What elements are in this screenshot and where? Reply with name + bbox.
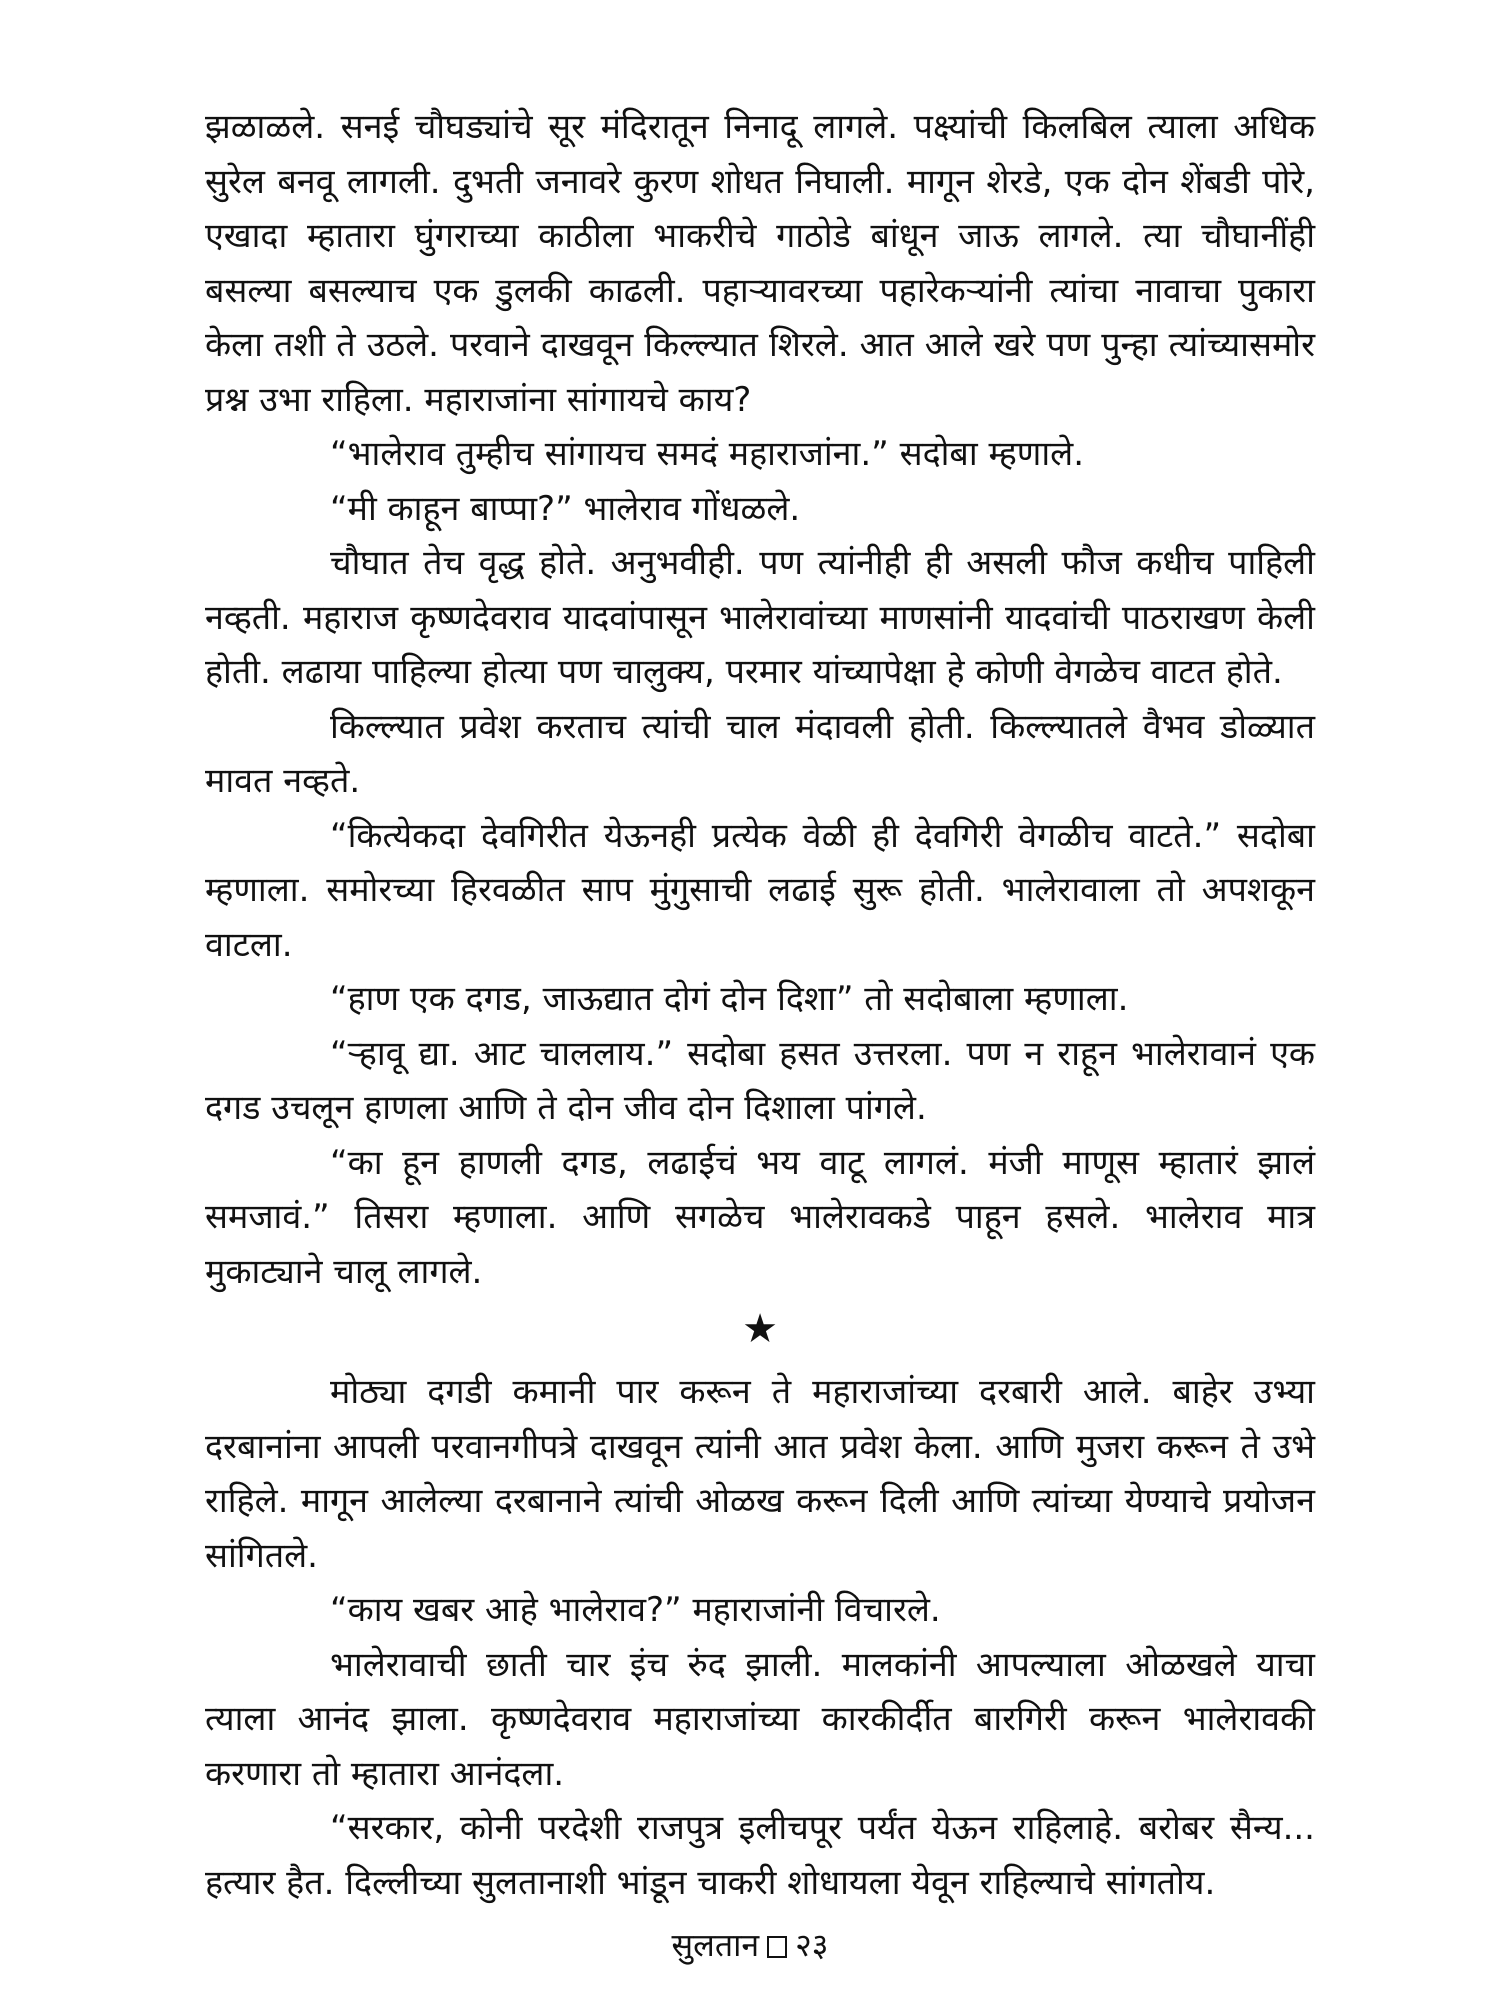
box-icon bbox=[767, 1936, 787, 1958]
paragraph: “भालेराव तुम्हीच सांगायच समदं महाराजांना.” सदोबा म्हणाले. bbox=[330, 434, 1085, 474]
paragraph: भालेरावाची छाती चार इंच रुंद झाली. मालकांनी आपल्याला ओळखले याचा त्याला आनंद झाला. कृष्णदेवराव महाराजांच्या कारकीर्दीत बारगिरी करून भालेरावकी करणारा तो म्हातारा आनंदला. bbox=[205, 1644, 1315, 1794]
paragraph: “कित्येकदा देवगिरीत येऊनही प्रत्येक वेळी ही देवगिरी वेगळीच वाटते.” सदोबा म्हणाला. समोरच्या हिरवळीत साप मुंगुसाची लढाई सुरू होती. भालेरावाला तो अपशकून वाटला. bbox=[205, 815, 1315, 965]
paragraph: “हाण एक दगड, जाऊद्यात दोगं दोन दिशा” तो सदोबाला म्हणाला. bbox=[330, 979, 1129, 1019]
section-separator bbox=[205, 1299, 1315, 1365]
text-section-1 bbox=[205, 100, 1315, 1299]
star-icon: ★ bbox=[742, 1306, 778, 1352]
paragraph: चौघात तेच वृद्ध होते. अनुभवीही. पण त्यांनीही ही असली फौज कधीच पाहिली नव्हती. महाराज कृष्णदेवराव यादवांपासून भालेरावांच्या माणसांनी यादवांची पाठराखण केली होती. लढाया पाहिल्या होत्या पण चालुक्य, परमार यांच्यापेक्षा हे कोणी वेगळेच वाटत होते. bbox=[205, 543, 1315, 692]
paragraph: मोठ्या दगडी कमानी पार करून ते महाराजांच्या दरबारी आले. बाहेर उभ्या दरबानांना आपली परवानगीपत्रे दाखवून त्यांनी आत प्रवेश केला. आणि मुजरा करून ते उभे राहिले. मागून आलेल्या दरबानाने त्यांची ओळख करून दिली आणि त्यांच्या येण्याचे प्रयोजन सांगितले. bbox=[205, 1372, 1315, 1576]
paragraph: “काय खबर आहे भालेराव?” महाराजांनी विचारले. bbox=[330, 1590, 941, 1630]
paragraph: “सरकार, कोनी परदेशी राजपुत्र इलीचपूर पर्यंत येऊन राहिलाहे. बरोबर सैन्य... हत्यार हैत. दिल्लीच्या सुलतानाशी भांडून चाकरी शोधायला येवून राहिल्याचे सांगतोय. bbox=[205, 1808, 1315, 1903]
paragraph: “ऱ्हावू द्या. आट चाललाय.” सदोबा हसत उत्तरला. पण न राहून भालेरावानं एक दगड उचलून हाणला आणि ते दोन जीव दोन दिशाला पांगले. bbox=[205, 1033, 1315, 1128]
page-body bbox=[205, 100, 1315, 1910]
paragraph: “मी काहून बाप्पा?” भालेराव गोंधळले. bbox=[330, 488, 801, 529]
paragraph: किल्ल्यात प्रवेश करताच त्यांची चाल मंदावली होती. किल्ल्यातले वैभव डोळ्यात मावत नव्हते. bbox=[205, 706, 1315, 801]
paragraph: झळाळले. सनई चौघड्यांचे सूर मंदिरातून निनादू लागले. पक्ष्यांची किलबिल त्याला अधिक सुरेल बनवू लागली. दुभती जनावरे कुरण शोधत निघाली. मागून शेरडे, एक दोन शेंबडी पोरे, एखादा म्हातारा घुंगराच्या काठीला भाकरीचे गाठोडे बांधून जाऊ लागले. त्या चौघानींही बसल्या बसल्याच एक डुलकी काढली. पहाऱ्यावरच्या पहारेकऱ्यांनी त्यांचा नावाचा पुकारा केला तशी ते उठले. परवाने दाखवून किल्ल्यात शिरले. आत आले खरे पण पुन्हा त्यांच्यासमोर प्रश्न उभा राहिला. महाराजांना सांगायचे काय? bbox=[205, 107, 1315, 420]
paragraph: “का हून हाणली दगड, लढाईचं भय वाटू लागलं. मंजी माणूस म्हातारं झालं समजावं.” तिसरा म्हणाला. आणि सगळेच भालेरावकडे पाहून हसले. भालेराव मात्र मुकाट्याने चालू लागले. bbox=[205, 1142, 1315, 1292]
page-number: २३ bbox=[795, 1926, 829, 1964]
book-title: सुलतान bbox=[671, 1926, 760, 1964]
text-section-2 bbox=[205, 1365, 1315, 1910]
page-footer bbox=[0, 1925, 1500, 1965]
